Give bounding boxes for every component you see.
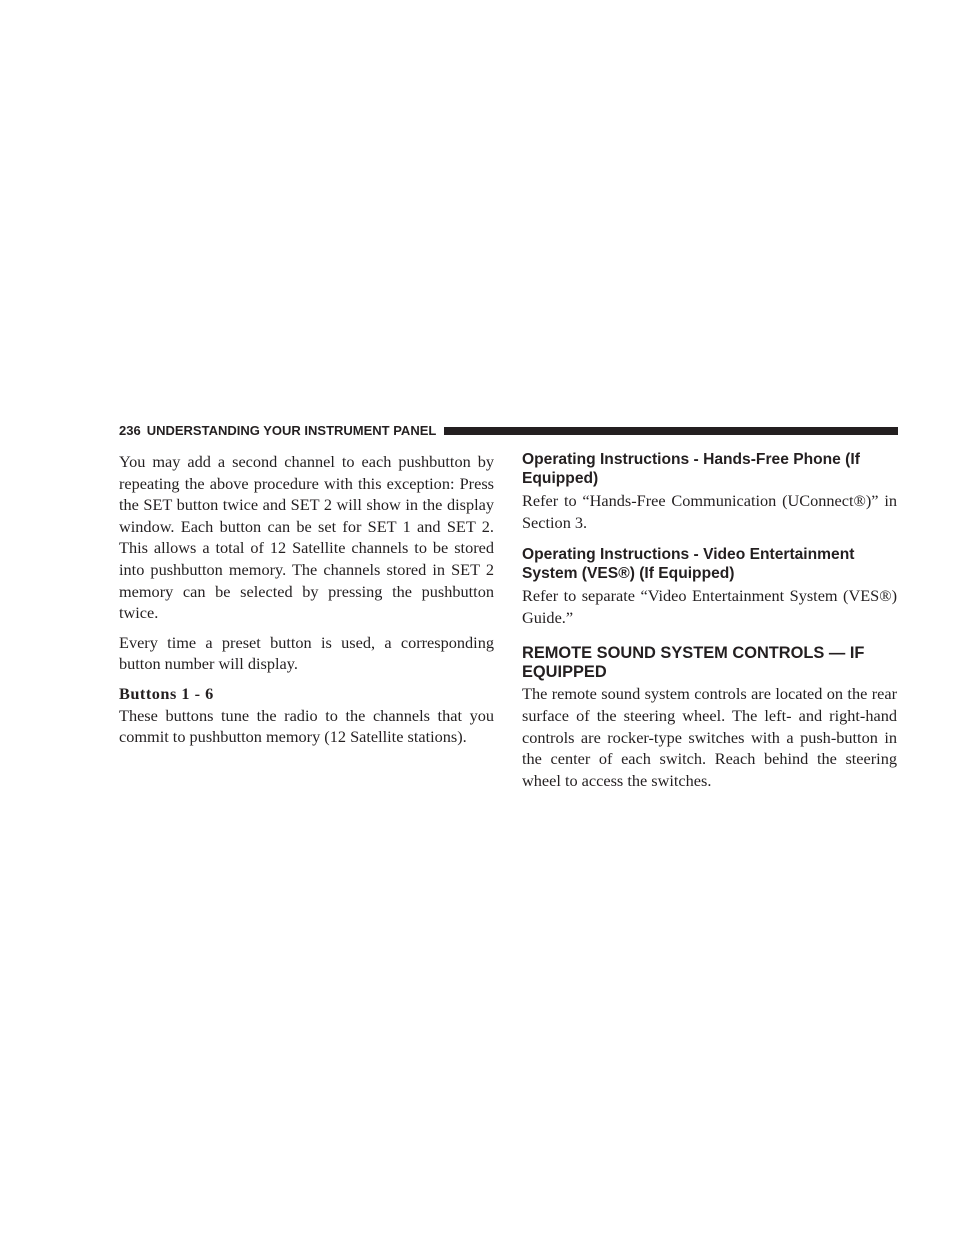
left-column [119, 451, 494, 756]
paragraph-video-entertainment: Refer to separate “Video Entertainment System (VES®) Guide.” [522, 586, 897, 627]
page-number: 236 [119, 422, 141, 438]
right-column [522, 451, 897, 791]
section-title: UNDERSTANDING YOUR INSTRUMENT PANEL [146, 422, 437, 438]
page-header [119, 421, 898, 439]
subheading-buttons: Buttons 1 - 6 [119, 683, 214, 703]
heading-hands-free-phone: Operating Instructions - Hands-Free Phone (If Equipped) [522, 451, 860, 487]
heading-video-entertainment: Operating Instructions - Video Entertainment System (VES®) (If Equipped) [522, 546, 855, 582]
paragraph-buttons: These buttons tune the radio to the channels that you commit to pushbutton memory (12 Satellite stations). [119, 705, 494, 747]
heading-remote-sound-controls: REMOTE SOUND SYSTEM CONTROLS — IF EQUIPPED [522, 644, 865, 681]
paragraph-hands-free-phone: Refer to “Hands-Free Communication (UConnect®)” in Section 3. [522, 491, 897, 532]
header-rule [444, 427, 898, 435]
paragraph-remote-sound-controls: The remote sound system controls are located on the rear surface of the steering wheel. The left- and right-hand controls are rocker-type switches with a push-button in the center of each switch. Reach behind the steering wheel to access the switches. [522, 684, 897, 790]
paragraph-preset-button: Every time a preset button is used, a corresponding button number will display. [119, 632, 494, 674]
paragraph-second-channel: You may add a second channel to each pushbutton by repeating the above procedure with this exception: Press the SET button twice and SET 2 will show in the display window. Each button can be set for SET 1 and SET 2. This allows a total of 12 Satellite channels to be stored into pushbutton memory. The channels stored in SET 2 memory can be selected by pressing the pushbutton twice. [119, 452, 494, 623]
